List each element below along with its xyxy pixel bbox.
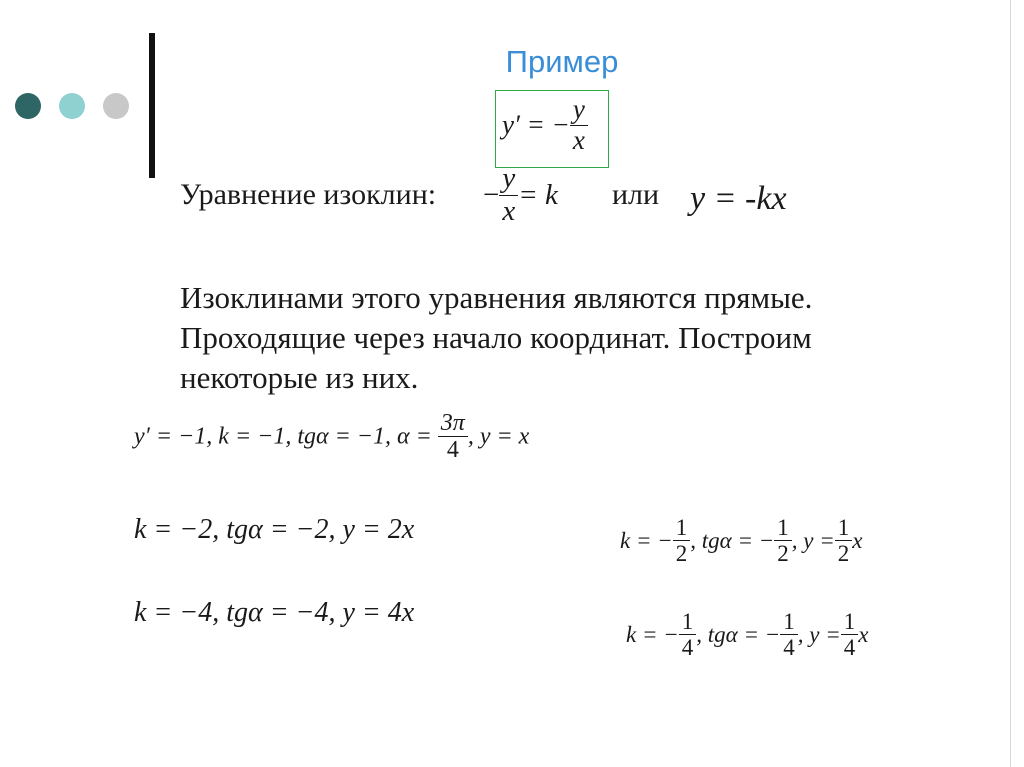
example-2: k = −2, tgα = −2, y = 2x bbox=[134, 514, 415, 545]
paragraph-line-2: Проходящие через начало координат. Построим bbox=[180, 320, 812, 355]
example-5-p2: , tgα = − bbox=[696, 621, 781, 647]
example-5-frac-1 bbox=[679, 609, 697, 661]
example-4-d1: 2 bbox=[673, 540, 691, 566]
example-4-n2: 1 bbox=[777, 515, 789, 540]
example-3: k = −4, tgα = −4, y = 4x bbox=[134, 597, 415, 628]
example-5-d3: 4 bbox=[841, 634, 859, 660]
main-equation-num: y bbox=[572, 94, 585, 124]
example-1-num: 3π bbox=[440, 410, 465, 436]
example-5 bbox=[626, 609, 868, 661]
explanation-paragraph bbox=[180, 278, 812, 398]
isocline-num: y bbox=[502, 162, 516, 194]
example-4-p4: x bbox=[852, 527, 863, 553]
paragraph-line-1: Изоклинами этого уравнения являются прямые. bbox=[180, 280, 813, 315]
main-equation bbox=[502, 95, 588, 155]
isocline-or: или bbox=[612, 178, 660, 211]
slide-title: Пример bbox=[505, 44, 619, 79]
main-equation-fraction bbox=[570, 95, 588, 155]
example-4-frac-1 bbox=[673, 515, 691, 567]
example-4-frac-3 bbox=[835, 515, 853, 567]
bullet-dot-dark bbox=[15, 93, 41, 119]
example-5-n1: 1 bbox=[681, 609, 694, 634]
example-1-den: 4 bbox=[438, 436, 468, 463]
example-5-frac-3 bbox=[841, 609, 859, 661]
main-equation-lhs: y′ = − bbox=[502, 109, 570, 140]
isocline-fraction bbox=[499, 163, 518, 228]
example-4-frac-2 bbox=[774, 515, 792, 567]
example-4-d2: 2 bbox=[774, 540, 792, 566]
isocline-rhs: = k bbox=[518, 178, 558, 211]
example-5-d1: 4 bbox=[679, 634, 697, 660]
bullet-dot-gray bbox=[103, 93, 129, 119]
example-5-n3: 1 bbox=[843, 609, 856, 634]
example-1-fraction bbox=[438, 410, 468, 464]
bullet-dot-teal bbox=[59, 93, 85, 119]
isocline-equation bbox=[483, 163, 558, 228]
example-1-tail: , y = x bbox=[467, 423, 530, 450]
example-5-p4: x bbox=[858, 621, 869, 647]
example-5-d2: 4 bbox=[780, 634, 798, 660]
isocline-line-equation: y = -kx bbox=[690, 180, 787, 217]
example-5-p1: k = − bbox=[626, 621, 679, 647]
example-4 bbox=[620, 515, 862, 567]
example-5-p3: , y = bbox=[797, 621, 841, 647]
main-equation-den: x bbox=[570, 125, 588, 156]
example-5-frac-2 bbox=[780, 609, 798, 661]
example-4-p3: , y = bbox=[791, 527, 835, 553]
slide-edge bbox=[1010, 0, 1024, 767]
example-4-n1: 1 bbox=[675, 515, 688, 540]
example-4-d3: 2 bbox=[835, 540, 853, 566]
example-4-p1: k = − bbox=[620, 527, 673, 553]
isocline-den: x bbox=[499, 195, 518, 228]
example-5-n2: 1 bbox=[783, 609, 795, 634]
isocline-minus: − bbox=[483, 178, 500, 211]
isocline-label: Уравнение изоклин: bbox=[180, 178, 437, 211]
example-4-p2: , tgα = − bbox=[690, 527, 775, 553]
example-1 bbox=[134, 410, 529, 464]
paragraph-line-3: некоторые из них. bbox=[180, 360, 419, 395]
example-1-text: y′ = −1, k = −1, tgα = −1, α = bbox=[134, 423, 432, 450]
example-4-n3: 1 bbox=[837, 515, 850, 540]
